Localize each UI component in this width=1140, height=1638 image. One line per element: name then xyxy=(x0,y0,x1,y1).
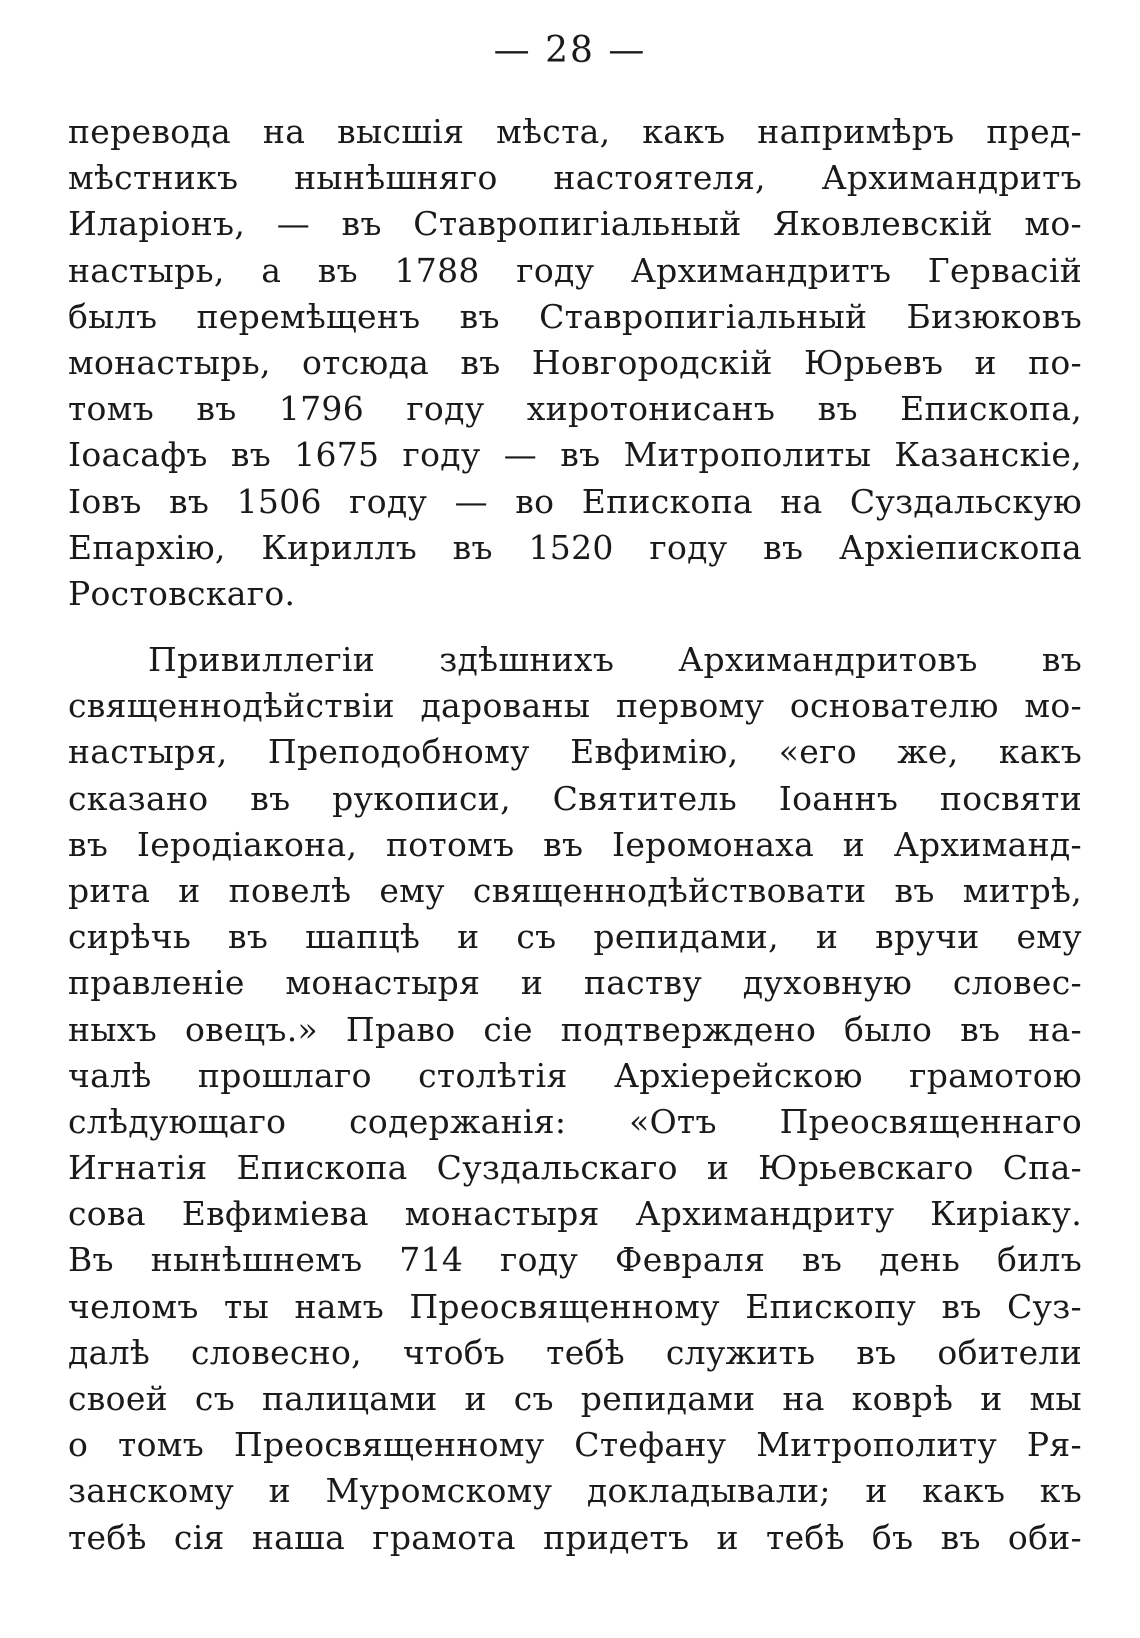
paragraph-1 xyxy=(68,109,1082,617)
text-line: священнодѣйствіи дарованы первому основателю мо- xyxy=(68,686,1082,726)
text-line: мѣстникъ нынѣшняго настоятеля, Архимандритъ xyxy=(68,158,1082,198)
text-line: ныхъ овецъ.» Право сіе подтверждено было въ на- xyxy=(68,1009,1082,1049)
text-line: настыря, Преподобному Евфимію, «его же, какъ xyxy=(68,732,1082,772)
text-line: правленіе монастыря и паству духовную словес- xyxy=(68,963,1082,1003)
text-line: томъ въ 1796 году хиротонисанъ въ Епископа, xyxy=(68,389,1082,429)
text-line: рита и повелѣ ему священнодѣйствовати въ митрѣ, xyxy=(68,870,1082,910)
text-line: Игнатія Епископа Суздальскаго и Юрьевскаго Спа- xyxy=(68,1148,1082,1188)
text-line: Іоасафъ въ 1675 году — въ Митрополиты Казанскіе, xyxy=(68,435,1082,475)
paragraph-2 xyxy=(68,637,1082,1561)
text-line: Иларіонъ, — въ Ставропигіальный Яковлевскій мо- xyxy=(68,204,1082,244)
text-line: монастырь, отсюда въ Новгородскій Юрьевъ и по- xyxy=(68,342,1082,382)
text-line: слѣдующаго содержанія: «Отъ Преосвященнаго xyxy=(68,1101,1082,1141)
text-line: своей съ палицами и съ репидами на коврѣ и мы xyxy=(68,1379,1082,1418)
text-line: Іовъ въ 1506 году — во Епископа на Суздальскую xyxy=(68,481,1082,521)
text-line: тебѣ сія наша грамота придетъ и тебѣ бъ въ оби- xyxy=(68,1517,1082,1557)
text-line: Ростовскаго. xyxy=(68,573,296,613)
text-line: сказано въ рукописи, Святитель Іоаннъ посвяти xyxy=(68,778,1082,818)
page-number: — 28 — xyxy=(493,30,647,71)
text-line: занскому и Муромскому докладывали; и какъ къ xyxy=(68,1471,1082,1511)
text-line: далѣ словесно, чтобъ тебѣ служить въ обители xyxy=(68,1332,1082,1372)
text-line: челомъ ты намъ Преосвященному Епископу въ Суз- xyxy=(68,1286,1082,1326)
text-line: сова Евфиміева монастыря Архимандриту Киріаку. xyxy=(68,1194,1082,1234)
text-line: о томъ Преосвященному Стефану Митрополиту Ря- xyxy=(68,1425,1082,1465)
text-line: Привиллегіи здѣшнихъ Архимандритовъ въ xyxy=(148,640,1082,679)
text-line: Епархію, Кириллъ въ 1520 году въ Архіепископа xyxy=(68,527,1082,567)
text-line: Въ нынѣшнемъ 714 году Февраля въ день билъ xyxy=(68,1240,1082,1280)
text-line: былъ перемѣщенъ въ Ставропигіальный Бизюковъ xyxy=(68,296,1082,336)
text-line: сирѣчь въ шапцѣ и съ репидами, и вручи ему xyxy=(68,917,1082,957)
text-line: перевода на высшія мѣста, какъ напримѣръ пред- xyxy=(68,112,1082,151)
text-line: настырь, а въ 1788 году Архимандритъ Гервасій xyxy=(68,250,1082,290)
text-line: чалѣ прошлаго столѣтія Архіерейскою грамотою xyxy=(68,1055,1082,1095)
text-line: въ Іеродіакона, потомъ въ Іеромонаха и Архиманд- xyxy=(68,824,1082,864)
